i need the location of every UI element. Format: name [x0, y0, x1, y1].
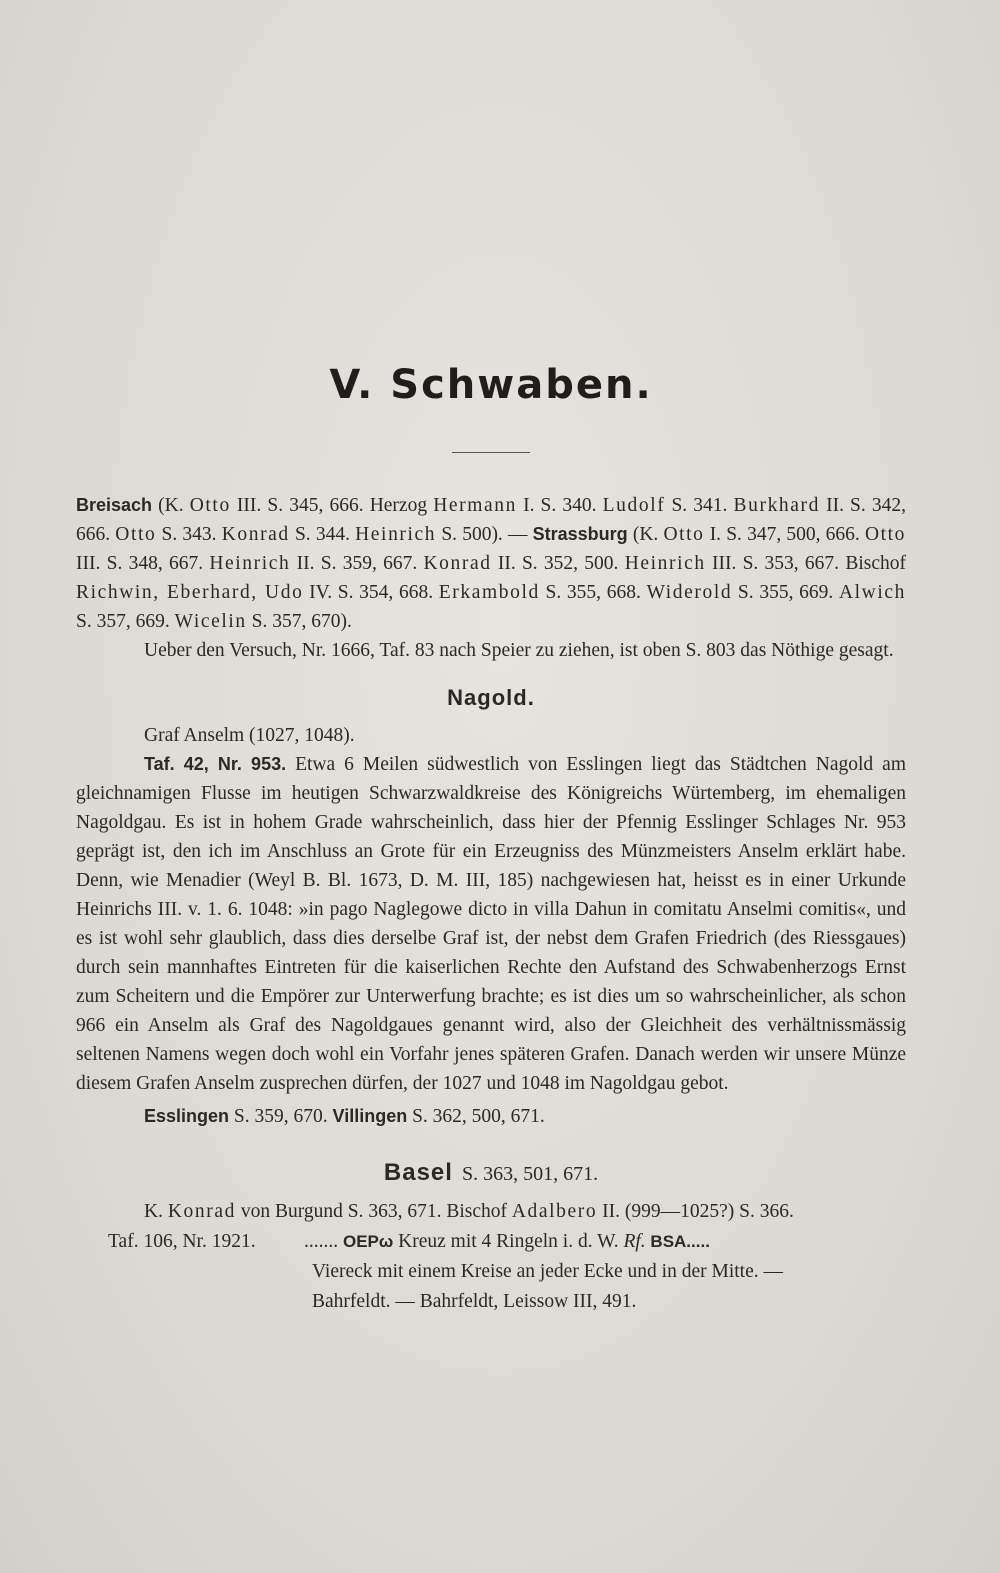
nagold-graf: Graf Anselm (1027, 1048).	[144, 725, 355, 746]
obverse-legend: OEPω	[343, 1232, 394, 1251]
esslingen-line: Esslingen S. 359, 670. Villingen S. 362, 500, 671.	[144, 1106, 545, 1127]
basel-konrad-line: K. Konrad von Burgund S. 363, 671. Bischof Adalbero II. (999—1025?) S. 366.	[144, 1201, 794, 1222]
page-content	[76, 362, 906, 1317]
title-rule	[452, 452, 530, 453]
coin-description-2: Viereck mit einem Kreise an jeder Ecke und in der Mitte. —	[312, 1261, 783, 1282]
coin-description: ....... OEPω Kreuz mit 4 Ringeln i. d. W. Rf. BSA.....	[304, 1231, 710, 1252]
basel-refs: S. 363, 501, 671.	[461, 1163, 599, 1185]
nagold-heading: Nagold.	[447, 685, 535, 710]
breisach-paragraph: Breisach (K. Otto III. S. 345, 666. Herzog Hermann I. S. 340. Ludolf S. 341. Burkhard II. S. 342, 666. Otto S. 343. Konrad S. 344. Heinrich S. 500). — Strassburg (K. Otto I. S. 347, 500, 666. Otto III. S. 348, 667. Heinrich II. S. 359, 667. Konrad II. S. 352, 500. Heinrich III. S. 353, 667. Bischof Richwin, Eberhard, Udo IV. S. 354, 668. Erkambold S. 355, 668. Widerold S. 355, 669. Alwich S. 357, 669. Wicelin S. 357, 670).	[76, 495, 907, 632]
nagold-paragraph: Taf. 42, Nr. 953. Etwa 6 Meilen südwestlich von Esslingen liegt das Städtchen Nagold am gleichnamigen Flusse im heutigen Schwarzwaldkreise des Königreichs Würtemberg, im ehemaligen Nagoldgau. Es ist in hohem Grade wahrscheinlich, dass hier der Pfennig Esslinger Schlages Nr. 953 geprägt ist, den ich im Anschluss an Grote für ein Erzeugniss des Münzmeisters Anselm erklärt habe. Denn, wie Menadier (Weyl B. Bl. 1673, D. M. III, 185) nachgewiesen hat, heisst es in einer Urkunde Heinrichs III. v. 1. 6. 1048: »in pago Naglegowe dicto in villa Dahun in comitatu Anselmi comitis«, und es ist wohl sehr glaublich, dass dies derselbe Graf ist, der nebst dem Grafen Friedrich (des Riessgaues) durch sein mannhaftes Eintreten für die kaiserlichen Rechte den Aufstand des Schwabenherzogs Ernst zum Scheitern und die Empörer zur Unterwerfung brachte; es ist dies um so wahrscheinlicher, als schon 966 ein Anselm als Graf des Nagoldgaues genannt wird, also der Gleichheit des verhältnissmässig seltenen Namens wegen doch wohl ein Vorfahr jenes späteren Grafen. Danach werden wir unsere Münze diesem Grafen Anselm zusprechen dürfen, der 1027 und 1048 im Nagoldgau gebot.	[76, 754, 906, 1094]
coin-plate-ref: Taf. 106, Nr. 1921.	[108, 1231, 256, 1252]
place-breisach: Breisach	[76, 495, 153, 515]
place-strassburg: Strassburg	[532, 524, 628, 544]
coin-description-3: Bahrfeldt. — Bahrfeldt, Leissow III, 491.	[312, 1291, 637, 1312]
plate-reference: Taf. 42, Nr. 953.	[144, 754, 287, 774]
reverse-legend: BSA.....	[645, 1232, 710, 1251]
basel-heading: Basel	[383, 1159, 453, 1186]
place-esslingen: Esslingen	[144, 1106, 230, 1126]
ueber-paragraph: Ueber den Versuch, Nr. 1666, Taf. 83 nach Speier zu ziehen, ist oben S. 803 das Nöthige gesagt.	[144, 640, 894, 661]
coin-entry	[76, 1227, 906, 1257]
basel-heading-line	[76, 1159, 906, 1187]
place-villingen: Villingen	[332, 1106, 408, 1126]
section-title: V. Schwaben.	[329, 362, 653, 408]
